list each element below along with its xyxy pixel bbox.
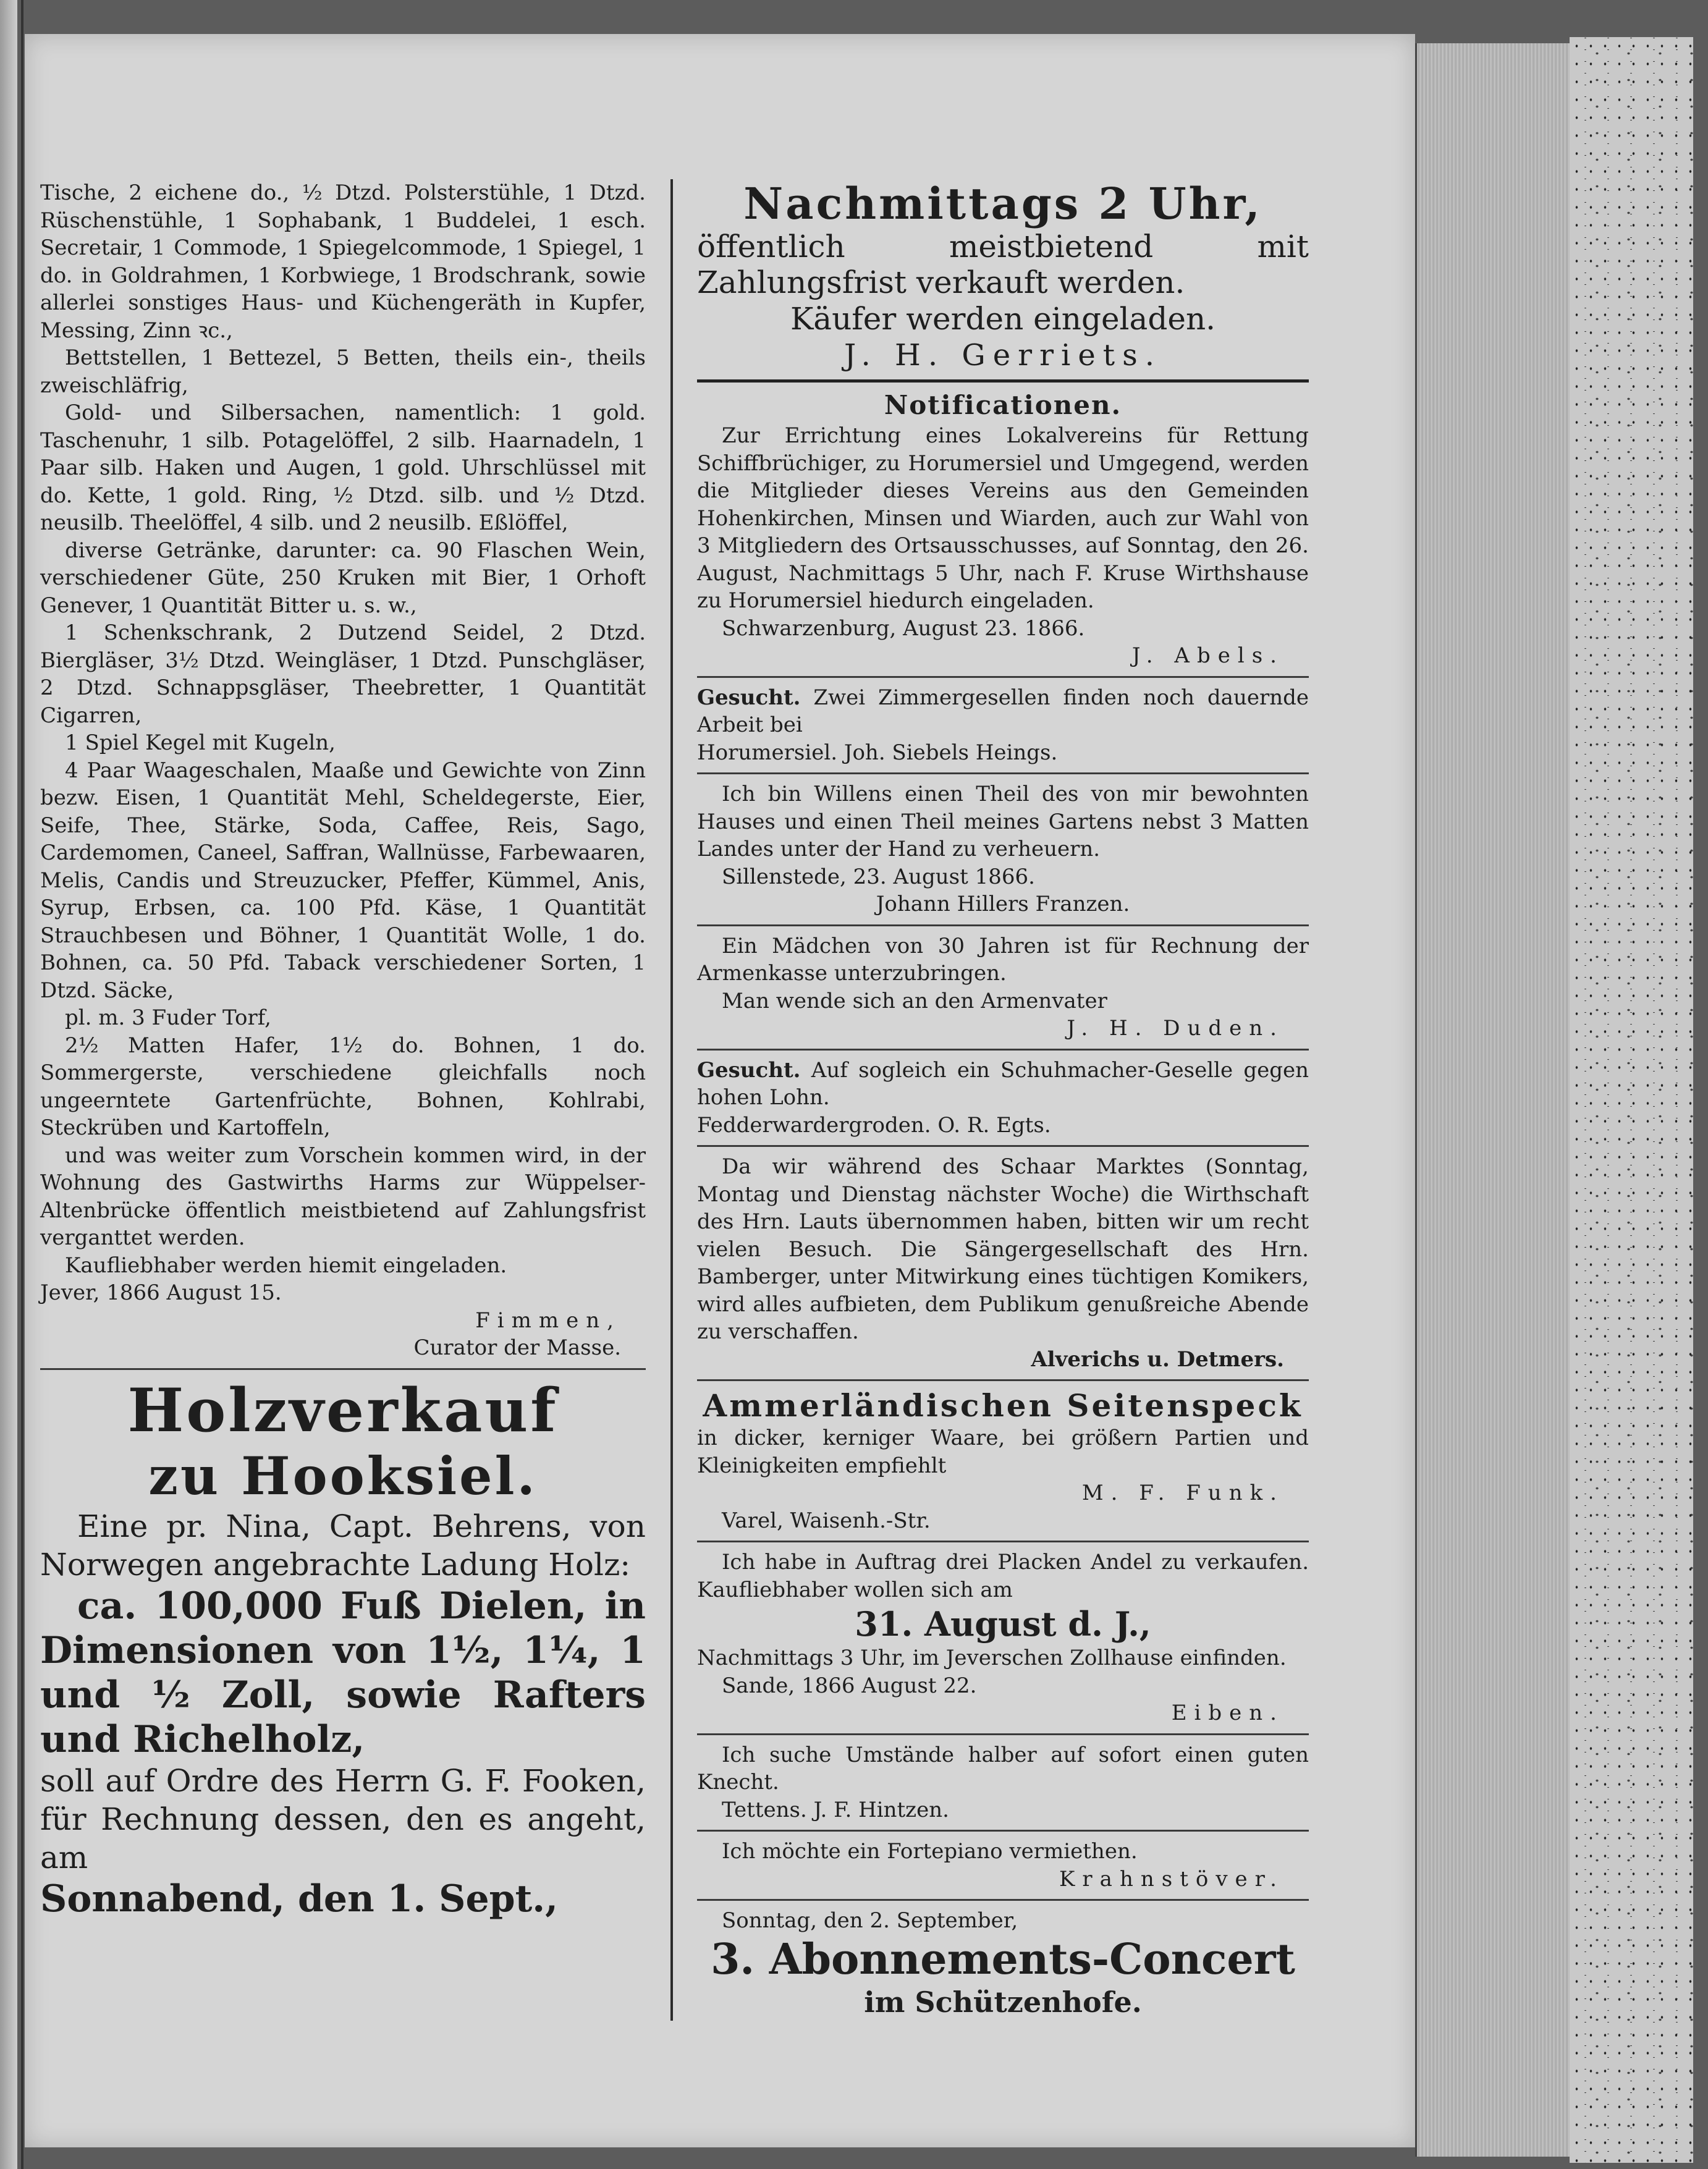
auction-item-list: und was weiter zum Vorschein kommen wird, in der Wohnung des Gastwirths Harms zur Wüppelser-Altenbrücke öffentlich meistbietend auf Zahlungsfrist verganttet werden. xyxy=(40,1143,646,1250)
sale-terms: öffentlich meistbietend mit Zahlungsfrist verkauft werden. xyxy=(697,229,1309,300)
wanted-label: Gesucht. xyxy=(697,1057,801,1083)
ad-separator xyxy=(697,1899,1309,1901)
notification-date: Schwarzenburg, August 23. 1866. xyxy=(722,615,1085,641)
auction-invitation: Kaufliebhaber werden hiemit eingeladen. xyxy=(65,1253,507,1278)
holzverkauf-title: Holzverkauf xyxy=(127,1375,559,1445)
sale-time-heading: Nachmittags 2 Uhr, xyxy=(743,178,1262,229)
bacon-ad-title: Ammerländischen Seitenspeck xyxy=(703,1387,1303,1424)
concert-location: im Schützenhofe. xyxy=(864,1985,1142,2019)
job-ad-text: Auf sogleich ein Schuhmacher-Geselle gegen hohen Lohn. xyxy=(697,1057,1309,1110)
job-ad-signer: Horumersiel. Joh. Siebels Heings. xyxy=(697,740,1058,765)
section-separator xyxy=(697,379,1309,383)
auction-item-list: diverse Getränke, darunter: ca. 90 Flaschen Wein, verschiedener Güte, 250 Kruken mit Bier, 1 Orhoft Genever, 1 Quantität Bitter u. s. w., xyxy=(40,538,646,618)
bacon-ad-place: Varel, Waisenh.-Str. xyxy=(722,1508,931,1533)
auction-signer-title: Curator der Masse. xyxy=(413,1335,621,1360)
bacon-ad-text: in dicker, kerniger Waare, bei größern Partien und Kleinigkeiten empfiehlt xyxy=(697,1426,1309,1478)
holzverkauf-location: zu Hooksiel. xyxy=(148,1445,538,1507)
stacked-page-edges xyxy=(1415,43,1571,2157)
wanted-label: Gesucht. xyxy=(697,685,801,710)
ad-separator xyxy=(697,772,1309,774)
ad-separator xyxy=(697,1145,1309,1147)
left-column xyxy=(40,179,646,1921)
job-ad-carpenters xyxy=(697,684,1309,739)
ad-separator xyxy=(40,1368,646,1370)
auction-item-list: pl. m. 3 Fuder Torf, xyxy=(65,1005,271,1030)
land-sale-time: Nachmittags 3 Uhr, im Jeverschen Zollhause einfinden. xyxy=(697,1646,1287,1670)
ad-separator xyxy=(697,1733,1309,1735)
auction-date: Jever, 1866 August 15. xyxy=(40,1280,282,1305)
auction-item-list: 1 Schenkschrank, 2 Dutzend Seidel, 2 Dtzd. Biergläser, 3½ Dtzd. Weingläser, 1 Dtzd. Punschgläser, 2 Dtzd. Schnappsgläser, Theebretter, 1 Quantität Cigarren, xyxy=(40,620,646,728)
ad-separator xyxy=(697,1830,1309,1832)
auction-item-list: 1 Spiel Kegel mit Kugeln, xyxy=(65,730,336,755)
holzverkauf-terms: soll auf Ordre des Herrn G. F. Fooken, für Rechnung dessen, den es angeht, am xyxy=(40,1762,646,1875)
bacon-ad-signer: M. F. Funk. xyxy=(1081,1481,1284,1505)
girl-placement-signer: J. H. Duden. xyxy=(1067,1016,1284,1041)
auction-item-list: Tische, 2 eichene do., ½ Dtzd. Polsterstühle, 1 Dtzd. Rüschenstühle, 1 Sophabank, 1 Buddelei, 1 esch. Secretair, 1 Commode, 1 Spiegelcommode, 1 Spiegel, 1 do. in Goldrahmen, 1 Korbwiege, 1 Brodschrank, sowie allerlei sonstiges Haus- und Küchengeräth in Kupfer, Messing, Zinn ꝛc., xyxy=(40,180,646,343)
concert-date: Sonntag, den 2. September, xyxy=(722,1908,1018,1933)
auction-item-list: 4 Paar Waageschalen, Maaße und Gewichte von Zinn bezw. Eisen, 1 Quantität Mehl, Scheldegerste, Eier, Seife, Thee, Stärke, Soda, Caffee, Reis, Sago, Cardemomen, Caneel, Saffran, Wallnüsse, Farbewaaren, Melis, Candis und Streuzucker, Pfeffer, Kümmel, Anis, Syrup, Erbsen, ca. 100 Pfd. Käse, 1 Quantität Strauchbesen und Böhner, 1 Quantität Wolle, 1 do. Bohnen, ca. 50 Pfd. Taback verschiedener Sorten, 1 Dtzd. Säcke, xyxy=(40,758,646,1003)
ad-separator xyxy=(697,1541,1309,1542)
rental-ad-date: Sillenstede, 23. August 1866. xyxy=(722,864,1035,889)
column-divider xyxy=(670,179,673,2021)
rental-ad-signer: Johann Hillers Franzen. xyxy=(876,892,1130,916)
market-signer: Alverichs u. Detmers. xyxy=(1031,1347,1284,1372)
ad-separator xyxy=(697,1049,1309,1051)
ad-separator xyxy=(697,1379,1309,1381)
sale-signer: J. H. Gerriets. xyxy=(844,338,1162,373)
land-sale-date: Sande, 1866 August 22. xyxy=(722,1673,977,1698)
girl-placement-contact: Man wende sich an den Armenvater xyxy=(722,988,1107,1013)
auction-signer: Fimmen, xyxy=(475,1308,621,1333)
ad-separator xyxy=(697,924,1309,926)
auction-item-list: Gold- und Silbersachen, namentlich: 1 gold. Taschenuhr, 1 silb. Potagelöffel, 2 silb. Haarnadeln, 1 Paar silb. Haken und Augen, 1 gold. Uhrschlüssel mit do. Kette, 1 gold. Ring, ½ Dtzd. silb. und ½ Dtzd. neusilb. Theelöffel, 4 silb. und 2 neusilb. Eßlöffel, xyxy=(40,400,646,535)
job-ad-shoemaker xyxy=(697,1057,1309,1112)
auction-item-list: 2½ Matten Hafer, 1½ do. Bohnen, 1 do. Sommergerste, verschiedene gleichfalls noch ungeerntete Gartenfrüchte, Bohnen, Kohlrabi, Steckrüben und Kartoffeln, xyxy=(40,1033,646,1140)
servant-wanted-text: Ich suche Umstände halber auf sofort einen guten Knecht. xyxy=(697,1742,1309,1795)
buyers-invited: Käufer werden eingeladen. xyxy=(790,301,1216,337)
job-ad-text: Zwei Zimmergesellen finden noch dauernde Arbeit bei xyxy=(697,685,1309,737)
holzverkauf-goods: ca. 100,000 Fuß Dielen, in Dimensionen von 1½, 1¼, 1 und ½ Zoll, sowie Rafters und Richelholz, xyxy=(40,1584,646,1761)
holzverkauf-intro: Eine pr. Nina, Capt. Behrens, von Norwegen angebrachte Ladung Holz: xyxy=(40,1508,646,1583)
ad-separator xyxy=(697,676,1309,678)
holzverkauf-date: Sonnabend, den 1. Sept., xyxy=(40,1877,559,1921)
land-sale-text: Ich habe in Auftrag drei Placken Andel zu verkaufen. Kaufliebhaber wollen sich am xyxy=(697,1550,1309,1602)
notifications-heading: Notificationen. xyxy=(884,390,1122,420)
girl-placement-text: Ein Mädchen von 30 Jahren ist für Rechnung der Armenkasse unterzubringen. xyxy=(697,933,1309,986)
land-sale-date-big: 31. August d. J., xyxy=(855,1604,1151,1644)
previous-page-edge xyxy=(0,0,17,2169)
auction-item-list: Bettstellen, 1 Bettezel, 5 Betten, theils ein-, theils zweischläfrig, xyxy=(40,345,646,398)
notification-signer: J. Abels. xyxy=(1131,643,1284,668)
servant-wanted-signer: Tettens. J. F. Hintzen. xyxy=(722,1797,949,1822)
rental-ad-text: Ich bin Willens einen Theil des von mir bewohnten Hauses und einen Theil meines Gartens nebst 3 Matten Landes unter der Hand zu verheuern. xyxy=(697,782,1309,861)
market-announcement: Da wir während des Schaar Marktes (Sonntag, Montag und Dienstag nächster Woche) die Wirthschaft des Hrn. Lauts übernommen haben, bitten wir um recht vielen Besuch. Die Sängergesellschaft des Hrn. Bamberger, unter Mitwirkung eines tüchtigen Komikers, wird alles aufbieten, dem Publikum genußreiche Abende zu verschaffen. xyxy=(697,1154,1309,1344)
speckled-book-edge xyxy=(1570,37,1693,2163)
job-ad-signer: Fedderwardergroden. O. R. Egts. xyxy=(697,1112,1051,1138)
notification-text: Zur Errichtung eines Lokalvereins für Rettung Schiffbrüchiger, zu Horumersiel und Umgegend, werden die Mitglieder dieses Vereins aus den Gemeinden Hohenkirchen, Minsen und Wiarden, auch zur Wahl von 3 Mitgliedern des Ortsausschusses, auf Sonntag, den 26. August, Nachmittags 5 Uhr, nach F. Kruse Wirthshause zu Horumersiel hiedurch eingeladen. xyxy=(697,423,1309,613)
piano-rental-signer: Krahnstöver. xyxy=(1059,1866,1284,1892)
concert-title: 3. Abonnements-Concert xyxy=(711,1934,1295,1984)
land-sale-signer: Eiben. xyxy=(1171,1701,1284,1725)
book-gutter xyxy=(21,0,23,2169)
right-column xyxy=(697,179,1309,2020)
piano-rental-text: Ich möchte ein Fortepiano vermiethen. xyxy=(722,1839,1138,1864)
